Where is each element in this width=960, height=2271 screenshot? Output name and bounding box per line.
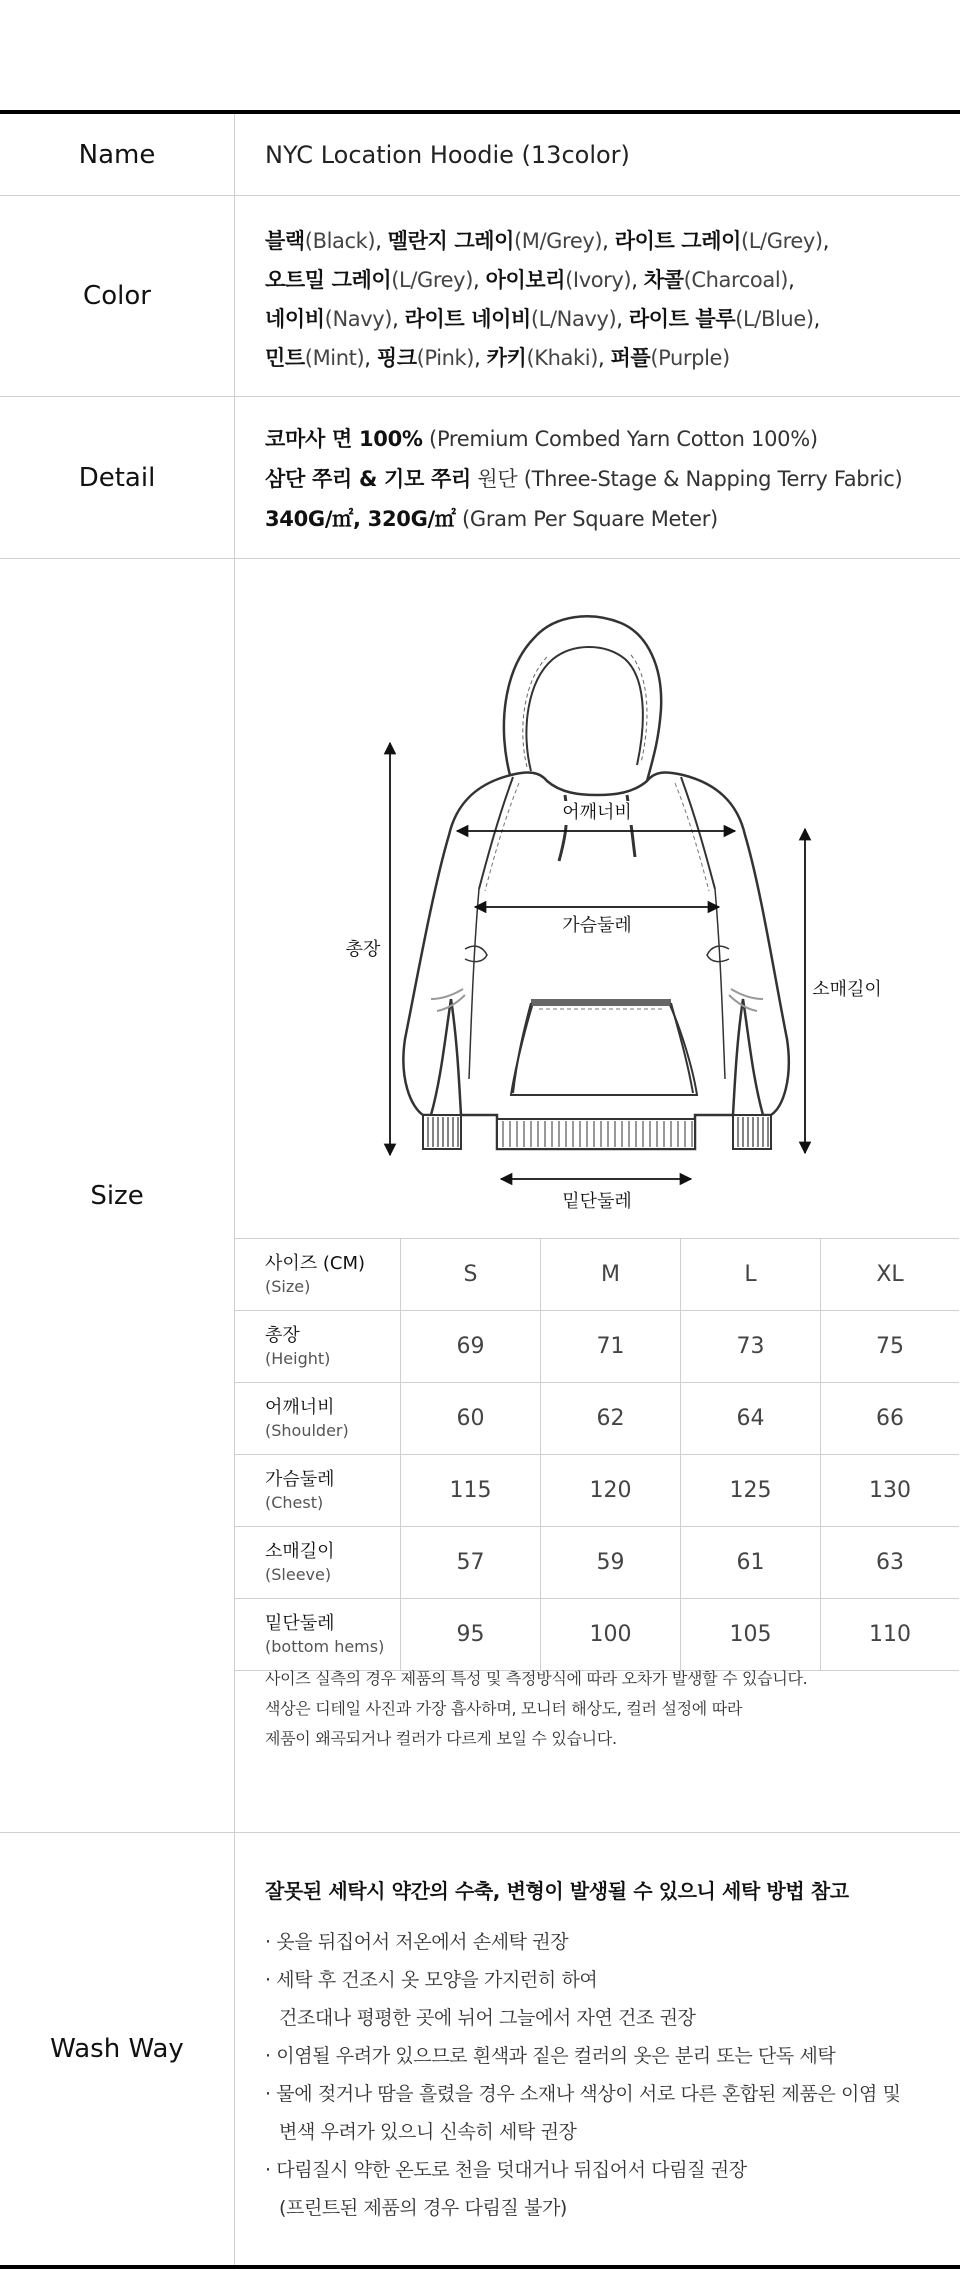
chest-label: 가슴둘레: [562, 915, 632, 936]
size-col-l: L: [681, 1239, 821, 1310]
name-row: [0, 114, 960, 196]
detail-ko: 340G/㎡, 320G/㎡: [265, 507, 456, 531]
color-name-en: (Black): [304, 229, 376, 253]
detail-label: Detail: [0, 397, 235, 558]
color-line: 블랙(Black), 멜란지 그레이(M/Grey), 라이트 그레이(L/Grey),: [265, 229, 830, 253]
table-cell: 75: [876, 1334, 904, 1359]
table-cell: 130: [869, 1478, 911, 1503]
row-label: [235, 1311, 401, 1382]
table-cell: 60: [401, 1383, 541, 1454]
color-name-en: (Purple): [650, 346, 730, 370]
wash-item: · 다림질시 약한 온도로 천을 덧대거나 뒤집어서 다림질 권장: [265, 2159, 747, 2181]
name-value: NYC Location Hoodie (13color): [265, 140, 630, 169]
color-name-en: (L/Grey): [391, 268, 473, 292]
detail-ko: 코마사 면 100%: [265, 427, 423, 451]
color-name: 네이비: [265, 307, 325, 331]
sleeve-label: 소매길이: [812, 979, 882, 1000]
color-list: [235, 196, 960, 396]
row-label-ko: 총장: [265, 1325, 300, 1346]
detail-en: (Premium Combed Yarn Cotton 100%): [429, 427, 818, 451]
header-ko: 사이즈 (CM): [265, 1253, 366, 1274]
wash-item: · 세탁 후 건조시 옷 모양을 가지런히 하여: [265, 1969, 598, 1991]
table-cell: 64: [681, 1383, 821, 1454]
product-spec-table: [0, 110, 960, 2269]
color-line: 네이비(Navy), 라이트 네이비(L/Navy), 라이트 블루(L/Blue),: [265, 307, 820, 331]
detail-line: [265, 499, 960, 539]
wash-content: [235, 1833, 960, 2265]
wash-item: · 물에 젖거나 땀을 흘렸을 경우 소재나 색상이 서로 다른 혼합된 제품은 이염 및: [265, 2083, 901, 2105]
hoodie-illustration: [235, 559, 959, 1239]
cuff-right: [733, 1115, 771, 1149]
color-name: 블랙: [265, 229, 305, 253]
row-label: [235, 1455, 401, 1526]
row-label: [235, 1527, 401, 1598]
table-row: [235, 1311, 959, 1383]
color-row: [0, 196, 960, 397]
table-cell: 100: [541, 1599, 681, 1670]
table-cell: 95: [401, 1599, 541, 1670]
table-cell: 66: [876, 1406, 904, 1431]
detail-line: [265, 419, 960, 459]
row-label: [235, 1599, 401, 1670]
color-name: 차콜: [643, 268, 684, 292]
color-name: 퍼플: [610, 346, 651, 370]
row-label-ko: 어깨너비: [265, 1397, 335, 1418]
size-row: [0, 559, 960, 1833]
table-cell: 62: [541, 1383, 681, 1454]
color-name-en: (L/Navy): [530, 307, 617, 331]
table-row: [235, 1599, 959, 1671]
size-note-line: 제품이 왜곡되거나 컬러가 다르게 보일 수 있습니다.: [265, 1729, 617, 1748]
length-label: 총장: [345, 939, 381, 960]
row-label-en: (bottom hems): [265, 1637, 385, 1656]
size-content: [235, 559, 960, 1832]
color-name-en: (Pink): [416, 346, 475, 370]
wash-row: [0, 1833, 960, 2269]
color-name: 라이트 네이비: [404, 307, 531, 331]
kangaroo-pocket: [511, 1003, 697, 1095]
wash-label: Wash Way: [0, 1833, 235, 2265]
size-note-line: 색상은 디테일 사진과 가장 흡사하며, 모니터 해상도, 컬러 설정에 따라: [265, 1699, 743, 1718]
size-table-header: [235, 1239, 959, 1311]
shoulder-label: 어깨너비: [562, 802, 632, 823]
wash-item: 건조대나 평평한 곳에 뉘어 그늘에서 자연 건조 권장: [279, 2007, 696, 2029]
table-cell: 125: [681, 1455, 821, 1526]
color-name-en: (L/Blue): [735, 307, 814, 331]
size-table: [235, 1239, 959, 1671]
wash-item: · 옷을 뒤집어서 저온에서 손세탁 권장: [265, 1931, 569, 1953]
size-col-m: M: [541, 1239, 681, 1310]
color-line: 오트밀 그레이(L/Grey), 아이보리(Ivory), 차콜(Charcoal),: [265, 268, 795, 292]
color-name: 민트: [265, 346, 305, 370]
size-note-line: 사이즈 실측의 경우 제품의 특성 및 측정방식에 따라 오차가 발생할 수 있습니다.: [265, 1669, 808, 1688]
name-label: Name: [0, 114, 235, 195]
table-row: [235, 1455, 959, 1527]
detail-list: [235, 397, 960, 558]
color-line: 민트(Mint), 핑크(Pink), 카키(Khaki), 퍼플(Purple): [265, 346, 730, 370]
wash-item: 변색 우려가 있으니 신속히 세탁 권장: [279, 2121, 577, 2143]
size-table-header-label: [235, 1239, 401, 1310]
table-cell: 61: [681, 1527, 821, 1598]
size-note: [265, 1664, 945, 1754]
row-label-ko: 소매길이: [265, 1541, 335, 1562]
row-label-en: (Shoulder): [265, 1421, 349, 1440]
row-label-ko: 밑단둘레: [265, 1613, 335, 1634]
color-name-en: (Mint): [304, 346, 365, 370]
color-name-en: (L/Grey): [740, 229, 823, 253]
color-name-en: (Ivory): [565, 268, 632, 292]
color-name-en: (Navy): [324, 307, 393, 331]
table-cell: 120: [541, 1455, 681, 1526]
table-cell: 110: [869, 1622, 911, 1647]
color-name: 핑크: [376, 346, 417, 370]
header-en: (Size): [265, 1277, 311, 1296]
table-cell: 57: [401, 1527, 541, 1598]
table-row: [235, 1527, 959, 1599]
color-name-en: (Charcoal): [683, 268, 789, 292]
table-cell: 105: [681, 1599, 821, 1670]
hem-band: [497, 1119, 695, 1149]
table-row: [235, 1383, 959, 1455]
hem-label: 밑단둘레: [562, 1191, 632, 1212]
table-cell: 63: [876, 1550, 904, 1575]
wash-item: · 이염될 우려가 있으므로 흰색과 짙은 컬러의 옷은 분리 또는 단독 세탁: [265, 2045, 836, 2067]
color-label: Color: [0, 196, 235, 396]
table-cell: 59: [541, 1527, 681, 1598]
color-name-en: (Khaki): [526, 346, 598, 370]
size-label: Size: [0, 559, 235, 1832]
size-col-xl: XL: [876, 1262, 904, 1287]
cuff-left: [423, 1115, 461, 1149]
row-label-en: (Height): [265, 1349, 331, 1368]
table-cell: 69: [401, 1311, 541, 1382]
size-col-s: S: [401, 1239, 541, 1310]
color-name: 라이트 그레이: [614, 229, 741, 253]
table-cell: 71: [541, 1311, 681, 1382]
color-name: 아이보리: [485, 268, 566, 292]
detail-line: [265, 459, 960, 499]
wash-item: (프린트된 제품의 경우 다림질 불가): [279, 2197, 567, 2219]
detail-en: 원단 (Three-Stage & Napping Terry Fabric): [477, 467, 903, 491]
wash-title: 잘못된 세탁시 약간의 수축, 변형이 발생될 수 있으니 세탁 방법 참고: [265, 1879, 849, 1903]
detail-ko: 삼단 쭈리 & 기모 쭈리: [265, 467, 471, 491]
row-label: [235, 1383, 401, 1454]
detail-en: (Gram Per Square Meter): [461, 507, 718, 531]
row-label-ko: 가슴둘레: [265, 1469, 335, 1490]
color-name: 라이트 블루: [628, 307, 736, 331]
color-name: 오트밀 그레이: [265, 268, 392, 292]
hoodie-diagram: [235, 559, 959, 1239]
table-cell: 73: [681, 1311, 821, 1382]
color-name-en: (M/Grey): [513, 229, 603, 253]
detail-row: [0, 397, 960, 559]
color-name: 멜란지 그레이: [387, 229, 514, 253]
row-label-en: (Chest): [265, 1493, 324, 1512]
table-cell: 115: [401, 1455, 541, 1526]
row-label-en: (Sleeve): [265, 1565, 332, 1584]
color-name: 카키: [486, 346, 527, 370]
